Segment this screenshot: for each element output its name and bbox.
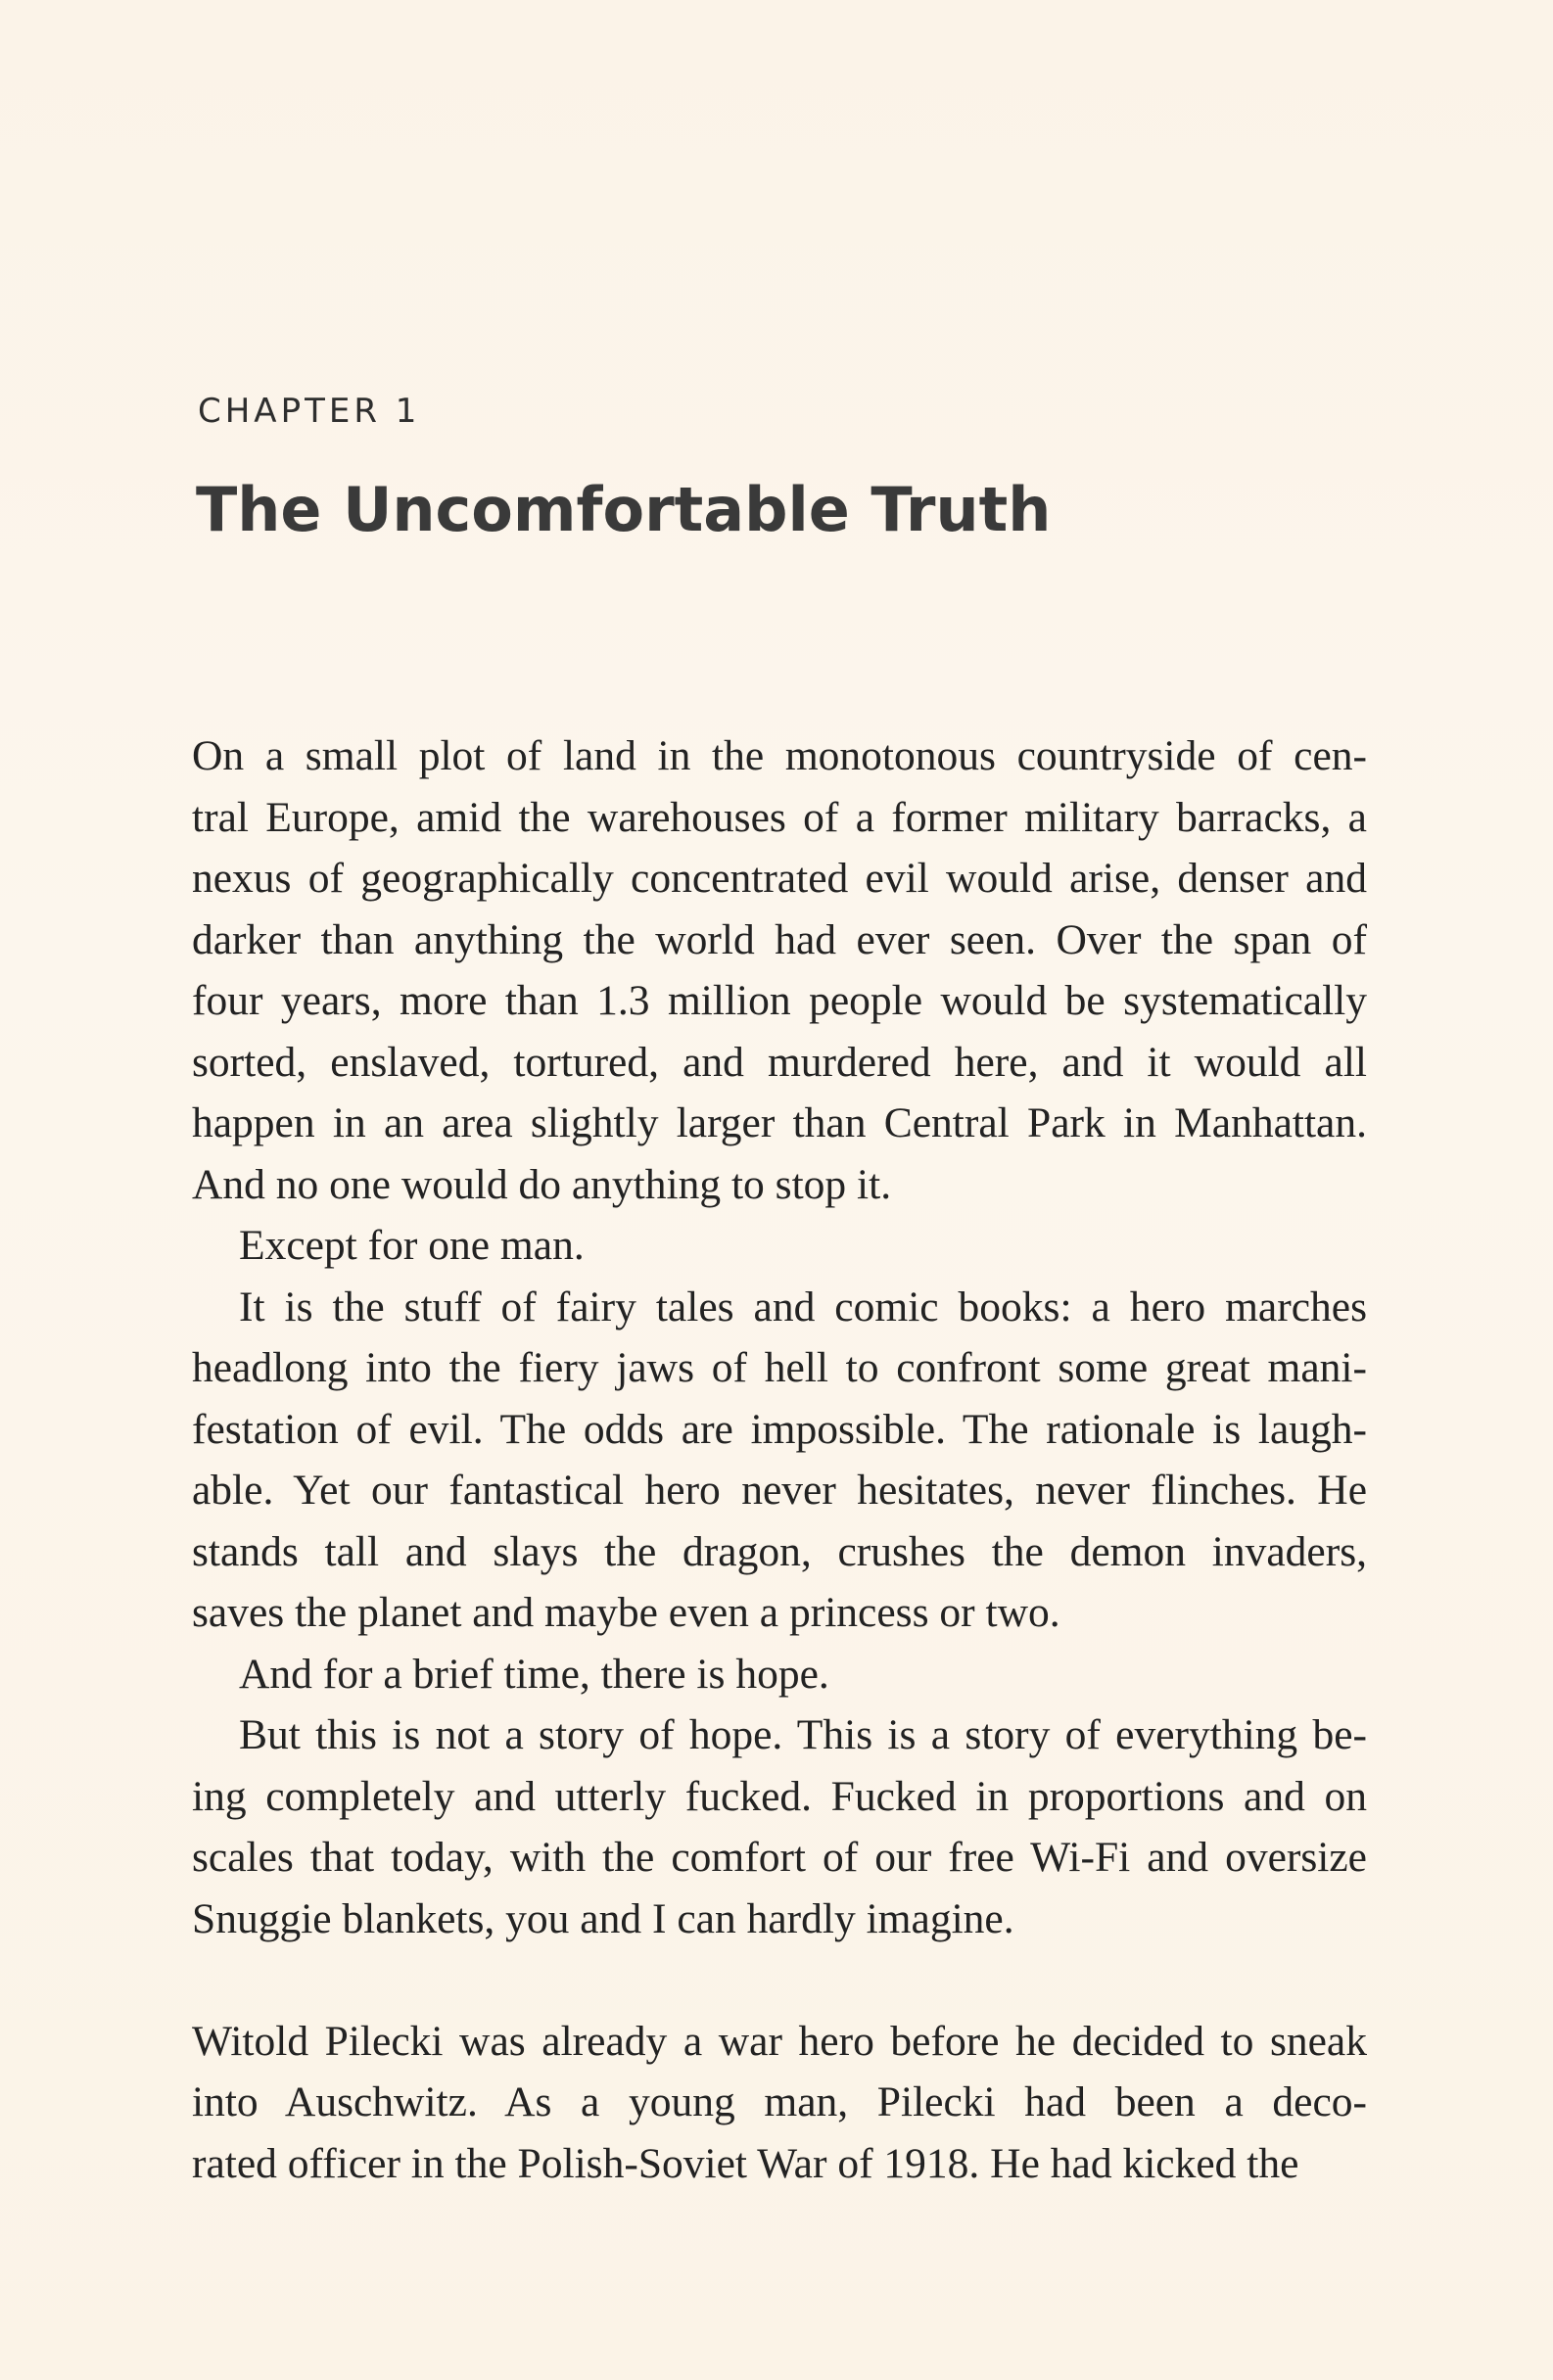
text-line: headlong into the fiery jaws of hell to confront some great mani- — [192, 1344, 1367, 1391]
text-line: stands tall and slays the dragon, crushes the demon invaders, — [192, 1527, 1367, 1575]
text-line: scales that today, with the comfort of our free Wi-Fi and oversize — [192, 1834, 1367, 1881]
text-line: rated officer in the Polish-Soviet War of 1918. He had kicked the — [192, 2139, 1299, 2187]
text-line: able. Yet our fantastical hero never hesitates, never flinches. He — [192, 1467, 1367, 1514]
text-line: Except for one man. — [239, 1222, 585, 1269]
paragraph — [192, 2011, 1367, 2195]
text-line: happen in an area slightly larger than Central Park in Manhattan. — [192, 1099, 1367, 1146]
text-line: nexus of geographically concentrated evil would arise, denser and — [192, 855, 1367, 902]
text-line: Snuggie blankets, you and I can hardly imagine. — [192, 1894, 1014, 1942]
paragraph — [192, 1644, 1367, 1705]
text-line: sorted, enslaved, tortured, and murdered here, and it would all — [192, 1038, 1367, 1086]
text-line: ing completely and utterly fucked. Fucked in proportions and on — [192, 1772, 1367, 1820]
section-break — [192, 1949, 1367, 2011]
text-line: It is the stuff of fairy tales and comic books: a hero marches — [239, 1283, 1367, 1330]
text-line: And no one would do anything to stop it. — [192, 1160, 892, 1208]
paragraph — [192, 1215, 1367, 1277]
text-line: festation of evil. The odds are impossible. The rationale is laugh- — [192, 1405, 1367, 1453]
text-line: darker than anything the world had ever seen. Over the span of — [192, 915, 1367, 963]
text-line: tral Europe, amid the warehouses of a former military barracks, a — [192, 793, 1367, 841]
chapter-label: CHAPTER 1 — [198, 392, 421, 431]
text-line: On a small plot of land in the monotonous countryside of cen- — [192, 732, 1367, 779]
text-line: four years, more than 1.3 million people would be systematically — [192, 977, 1367, 1024]
body-text — [192, 725, 1367, 2194]
text-line: And for a brief time, there is hope. — [239, 1650, 829, 1698]
paragraph — [192, 1704, 1367, 1949]
paragraph — [192, 1277, 1367, 1644]
text-line: But this is not a story of hope. This is a story of everything be- — [239, 1711, 1367, 1758]
text-line: into Auschwitz. As a young man, Pilecki had been a deco- — [192, 2078, 1367, 2125]
text-line: saves the planet and maybe even a princess or two. — [192, 1589, 1060, 1636]
text-line: Witold Pilecki was already a war hero before he decided to sneak — [192, 2017, 1367, 2065]
chapter-title: The Uncomfortable Truth — [196, 474, 1052, 545]
paragraph — [192, 725, 1367, 1215]
